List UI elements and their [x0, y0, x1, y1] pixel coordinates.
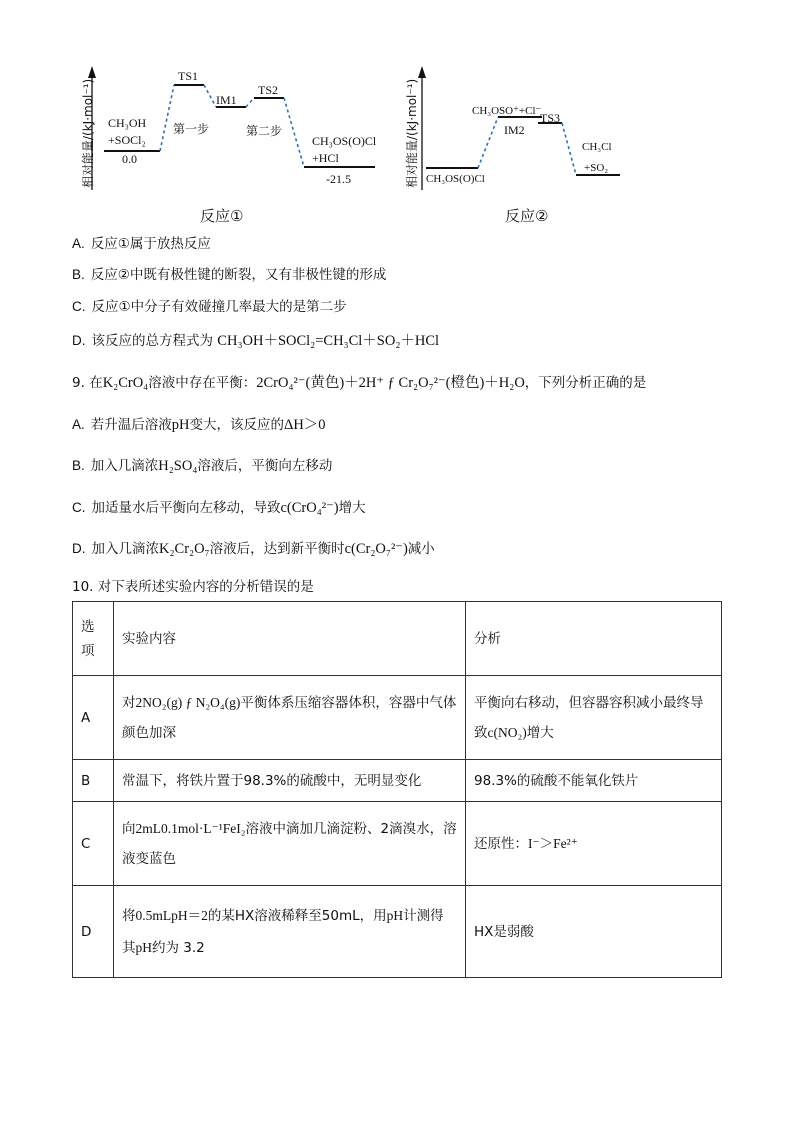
analysis-formula: I⁻＞Fe²⁺ [528, 835, 578, 851]
content-formula: 0.5mLpH＝2 [135, 907, 208, 923]
row-option: D [73, 886, 114, 978]
content-formula: pH [386, 907, 404, 923]
path-step-down-2 [284, 98, 304, 167]
label-product-2: +HCl [312, 151, 339, 165]
analysis-text: 增大 [526, 724, 554, 741]
option-text: 该反应的总方程式为 [91, 333, 213, 349]
analysis-formula: c(NO₂) [487, 724, 527, 740]
analysis-text: 还原性： [474, 835, 528, 852]
content-formula: pH [135, 939, 152, 955]
content-equation: 2mL0.1mol·L⁻¹FeI₂ [135, 820, 246, 836]
salt-formula: K₂CrO₄ [102, 375, 149, 391]
row-content: 常温下，将铁片置于98.3%的硫酸中，无明显变化 [114, 760, 466, 802]
formula: ΔH＞0 [284, 417, 326, 433]
table-row [73, 886, 722, 978]
row-content [114, 676, 466, 760]
formula: H₂SO₄ [158, 458, 198, 474]
label-product-energy: -21.5 [326, 172, 351, 186]
header-option: 选项 [73, 602, 114, 676]
y-axis-arrow-icon [88, 66, 96, 78]
formula: pH [171, 417, 190, 433]
content-text: 溶液中滴加几滴淀粉、2滴溴水，溶液变蓝色 [122, 820, 457, 867]
option-label: B. [72, 458, 85, 473]
stem-text: 溶液中存在平衡： [148, 375, 257, 391]
option-text: 溶液后，平衡向左移动 [197, 458, 333, 474]
row-option: C [73, 802, 114, 886]
q9-option-b [72, 456, 332, 476]
q8-option-a [72, 234, 211, 254]
option-label: C. [72, 500, 86, 515]
formula: c(Cr₂O₇²⁻) [344, 541, 408, 557]
content-text: 对 [122, 694, 136, 711]
option-text: 加入几滴浓 [90, 458, 159, 474]
formula: c(CrO₄²⁻) [280, 500, 339, 516]
formula: K₂Cr₂O₇ [159, 541, 210, 557]
option-label: B. [72, 267, 85, 282]
q8-option-c [72, 297, 347, 317]
row-analysis: HX是弱酸 [466, 886, 722, 978]
q8-option-b [72, 265, 386, 285]
stem-text: 在 [89, 375, 103, 391]
table-row [73, 802, 722, 886]
energy-diagram-reaction-1 [70, 60, 390, 200]
option-text: 变大，该反应的 [189, 417, 284, 433]
label-im2: IM2 [504, 123, 525, 137]
label-start: CH₃OS(O)Cl [426, 173, 485, 185]
option-label: A. [72, 236, 85, 251]
y-axis-label: 相对能量/(kJ·mol⁻¹) [81, 78, 95, 188]
option-text: 若升温后溶液 [90, 417, 172, 433]
question-number: 9. [72, 375, 85, 391]
header-content: 实验内容 [114, 602, 466, 676]
content-text: 平衡体系压缩容器体积，容器中气体颜色加深 [122, 694, 457, 741]
q9-stem [72, 373, 646, 393]
q9-option-c [72, 498, 366, 518]
table-header-row [73, 602, 722, 676]
content-text: 约为 3.2 [152, 939, 205, 956]
q10-title: 10. 对下表所述实验内容的分析错误的是 [72, 579, 314, 595]
option-text: 加入几滴浓 [91, 541, 159, 557]
row-analysis: 98.3%的硫酸不能氧化铁片 [466, 760, 722, 802]
y-axis-label: 相对能量/(kJ·mol⁻¹) [405, 78, 419, 188]
option-text: 反应①中分子有效碰撞几率最大的是第二步 [91, 299, 347, 315]
label-ts1: TS1 [178, 69, 199, 83]
content-text: 计测得其 [122, 907, 444, 956]
label-im1: IM1 [216, 93, 237, 107]
table-row [73, 760, 722, 802]
row-analysis [466, 802, 722, 886]
equilibrium-equation: 2CrO₄²⁻(黄色)＋2H⁺ ƒ Cr₂O₇²⁻(橙色)＋H₂O [256, 375, 525, 391]
label-product-1: CH₃Cl [582, 141, 612, 153]
label-im-top: CH₃OSO⁺+Cl⁻ [472, 105, 542, 117]
label-step-1: 第一步 [173, 122, 210, 136]
label-product-1: CH₃OS(O)Cl [312, 134, 377, 148]
q9-option-d [72, 539, 435, 559]
y-axis-arrow-icon [418, 66, 426, 78]
row-content [114, 886, 466, 978]
option-label: C. [72, 299, 86, 314]
overall-equation: CH₃OH＋SOCl₂=CH₃Cl＋SO₂＋HCl [217, 333, 440, 349]
label-reactant-energy: 0.0 [122, 152, 137, 166]
option-text: 减小 [407, 541, 435, 557]
analysis-text: 平衡向右移动，但容器容积减小最终导致 [474, 694, 704, 741]
content-text: 向 [122, 820, 136, 837]
table-row [73, 676, 722, 760]
option-label: D. [72, 541, 86, 556]
label-reactant-1: CH₃OH [108, 116, 147, 130]
path-up [478, 117, 498, 168]
energy-diagram-reaction-2 [398, 60, 638, 200]
label-product-2: +SO₂ [584, 162, 609, 174]
path-step-up-2 [246, 98, 254, 107]
row-content [114, 802, 466, 886]
path-step-down-1 [204, 85, 216, 107]
q8-option-d [72, 331, 439, 351]
label-step-2: 第二步 [246, 124, 283, 138]
caption-reaction-2: 反应② [505, 207, 549, 225]
q9-option-a [72, 415, 326, 435]
option-text: 反应①属于放热反应 [90, 236, 211, 252]
experiment-table [72, 601, 722, 978]
stem-text: ，下列分析正确的是 [524, 375, 647, 391]
label-ts2: TS2 [258, 83, 279, 97]
option-label: A. [72, 417, 85, 432]
option-text: 加适量水后平衡向左移动，导致 [91, 500, 281, 516]
label-reactant-2: +SOCl₂ [108, 133, 146, 147]
header-analysis: 分析 [466, 602, 722, 676]
content-text: 将 [122, 907, 136, 924]
option-text: 增大 [338, 500, 366, 516]
path-down [562, 123, 576, 175]
row-option: A [73, 676, 114, 760]
option-label: D. [72, 333, 86, 348]
row-option: B [73, 760, 114, 802]
caption-reaction-1: 反应① [200, 207, 244, 225]
option-text: 反应②中既有极性键的断裂，又有非极性键的形成 [90, 267, 387, 283]
content-equation: 2NO₂(g) ƒ N₂O₄(g) [135, 694, 241, 710]
label-ts3: TS3 [540, 111, 561, 125]
content-text: 的某HX溶液稀释至50mL，用 [207, 907, 387, 924]
row-analysis [466, 676, 722, 760]
option-text: 溶液后，达到新平衡时 [209, 541, 345, 557]
path-step-up-1 [160, 85, 174, 151]
